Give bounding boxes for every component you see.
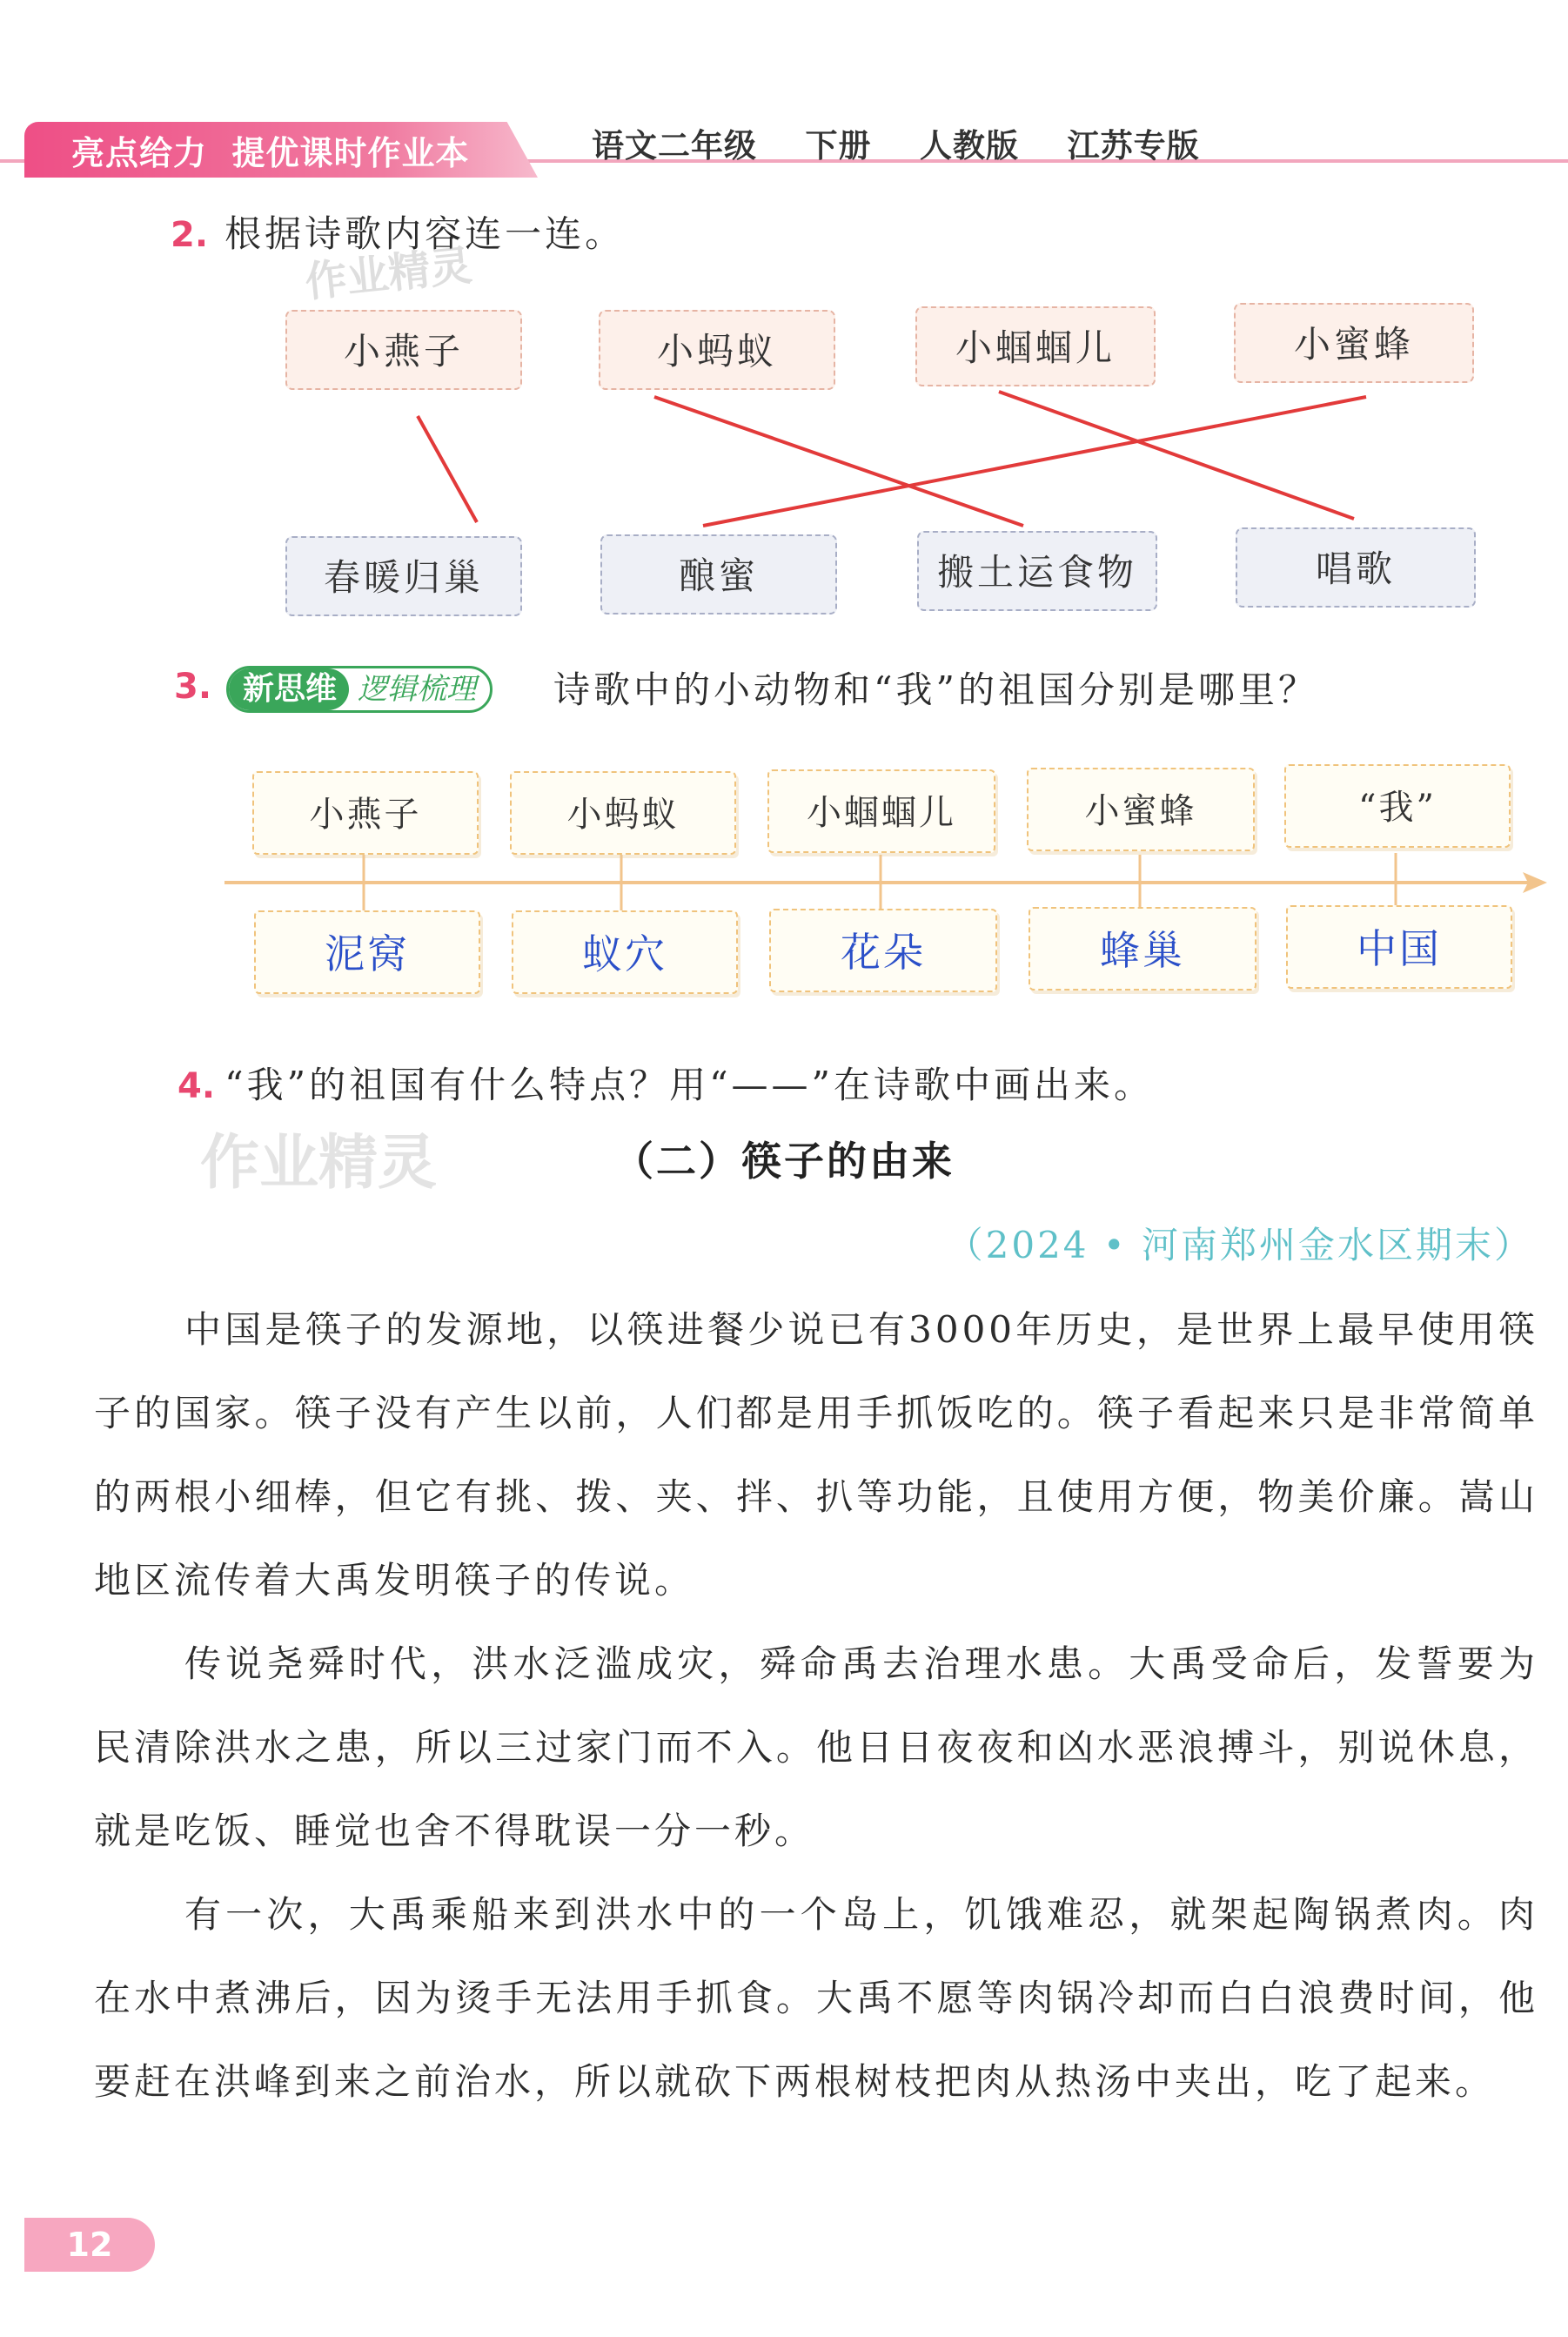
watermark: 作业精灵 — [303, 241, 474, 307]
header-series-title: 亮点给力 提优课时作业本 — [71, 134, 470, 172]
question-number: 2. — [171, 215, 209, 255]
question-3-prompt: 诗歌中的小动物和“我”的祖国分别是哪里？ — [553, 668, 1318, 711]
question-4 — [178, 1057, 1154, 1109]
match-activity-honey: 酿蜜 — [600, 534, 837, 614]
timeline-subject-katydid: 小蝈蝈儿 — [767, 769, 995, 853]
match-activity-nest: 春暖归巢 — [285, 536, 522, 616]
question-3-number: 3. — [174, 667, 212, 707]
match-activity-carry-food: 搬土运食物 — [917, 531, 1157, 611]
timeline — [0, 0, 1568, 1044]
timeline-subject-ant: 小蚂蚁 — [510, 771, 736, 855]
timeline-answer-me: 中国 — [1286, 905, 1512, 989]
paragraph-3: 有一次，大禹乘船来到洪水中的一个岛上，饥饿难忍，就架起陶锅煮肉。肉在水中煮沸后，因为烫手无法用手抓食。大禹不愿等肉锅冷却而白白浪费时间，他要赶在洪峰到来之前治水，所以就砍下两根树枝把肉从热汤中夹出，吃了起来。 — [94, 1893, 1538, 2103]
match-animal-ant: 小蚂蚁 — [599, 310, 835, 390]
match-animal-swallow: 小燕子 — [285, 310, 522, 390]
watermark: 作业精灵 — [200, 1129, 438, 1198]
page-number: 12 — [24, 2218, 155, 2272]
match-activity-sing: 唱歌 — [1236, 527, 1476, 608]
timeline-answer-ant: 蚁穴 — [512, 910, 738, 994]
timeline-subject-me: “我” — [1284, 764, 1511, 848]
source-citation: （2024 • 河南郑州金水区期末） — [946, 1224, 1533, 1266]
match-animal-bee: 小蜜蜂 — [1234, 303, 1474, 383]
badge-sub-label: 逻辑梳理 — [358, 672, 477, 707]
timeline-answer-swallow: 泥窝 — [254, 910, 480, 994]
paragraph-2: 传说尧舜时代，洪水泛滥成灾，舜命禹去治理水患。大禹受命后，发誓要为民清除洪水之患，所以三过家门而不入。他日日夜夜和凶水恶浪搏斗，别说休息，就是吃饭、睡觉也舍不得耽误一分一秒。 — [94, 1642, 1538, 1852]
section-title: （二）筷子的由来 — [613, 1138, 955, 1185]
match-animal-katydid: 小蝈蝈儿 — [915, 306, 1156, 386]
header-book-info: 语文二年级 下册 人教版 江苏专版 — [592, 127, 1200, 165]
badge-main-label: 新思维 — [229, 668, 349, 710]
timeline-subject-swallow: 小燕子 — [252, 771, 479, 855]
paragraph-1: 中国是筷子的发源地，以筷进餐少说已有3000年历史，是世界上最早使用筷子的国家。筷子没有产生以前，人们都是用手抓饭吃的。筷子看起来只是非常简单的两根小细棒，但它有挑、拨、夹、拌、扒等功能，且使用方便，物美价廉。嵩山地区流传着大禹发明筷子的传说。 — [94, 1308, 1538, 1602]
question-number: 4. — [178, 1066, 216, 1106]
timeline-subject-bee: 小蜜蜂 — [1027, 768, 1255, 851]
question-prompt: “我”的祖国有什么特点？用“——”在诗歌中画出来。 — [224, 1064, 1155, 1106]
timeline-answer-katydid: 花朵 — [769, 909, 997, 992]
timeline-answer-bee: 蜂巢 — [1029, 907, 1256, 991]
question-prompt: 根据诗歌内容连一连。 — [224, 212, 626, 255]
